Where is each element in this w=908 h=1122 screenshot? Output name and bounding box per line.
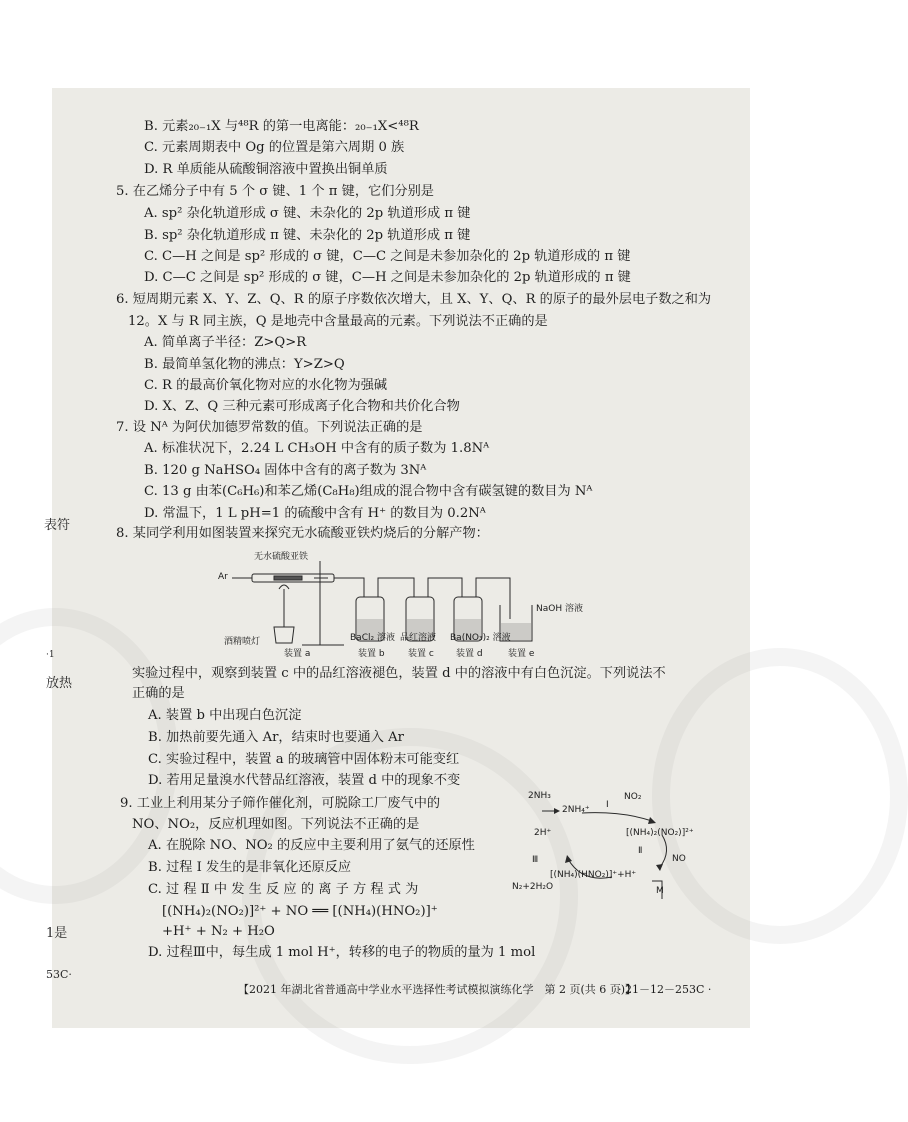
margin-text: 1是: [46, 926, 68, 941]
margin-text: 放热: [46, 676, 73, 691]
mech-h: 2H⁺: [534, 828, 552, 838]
question-9-line1: 9. 工业上利用某分子筛作催化剂，可脱除工厂废气中的: [120, 796, 441, 811]
mechanism-diagram: [512, 791, 712, 911]
mech-complex1: [(NH₄)₂(NO₂)]²⁺: [626, 828, 694, 838]
question-8-text-1: 实验过程中，观察到装置 c 中的品红溶液褪色，装置 d 中的溶液中有白色沉淀。下列说法不: [132, 666, 666, 681]
option-9d: D. 过程Ⅲ中，每生成 1 mol H⁺，转移的电子的物质的量为 1 mol: [148, 945, 536, 960]
option-7b: B. 120 g NaHSO₄ 固体中含有的离子数为 3Nᴬ: [144, 463, 427, 478]
option-6b: B. 最简单氢化物的沸点：Y>Z>Q: [144, 357, 345, 372]
mech-step3: Ⅲ: [532, 855, 539, 865]
option-5b: B. sp² 杂化轨道形成 π 键、未杂化的 2p 轨道形成 π 键: [144, 228, 471, 243]
mech-complex2: [(NH₄)(HNO₂)]⁺+H⁺: [550, 870, 637, 880]
margin-text: ·1: [46, 650, 55, 660]
apparatus-label-a: 装置 a: [284, 649, 311, 659]
option-7d: D. 常温下，1 L pH=1 的硫酸中含有 H⁺ 的数目为 0.2Nᴬ: [144, 506, 486, 521]
option-8d: D. 若用足量溴水代替品红溶液，装置 d 中的现象不变: [148, 773, 461, 788]
option-8c: C. 实验过程中，装置 a 的玻璃管中固体粉末可能变红: [148, 752, 460, 767]
question-9-line2: NO、NO₂，反应机理如图。下列说法不正确的是: [132, 817, 420, 832]
option-9c-line3: +H⁺ + N₂ + H₂O: [162, 924, 275, 939]
question-6-line2: 12。X 与 R 同主族，Q 是地壳中含量最高的元素。下列说法不正确的是: [128, 314, 548, 329]
mech-nh3: 2NH₃: [528, 791, 551, 801]
question-8: 8. 某同学利用如图装置来探究无水硫酸亚铁灼烧后的分解产物：: [116, 526, 489, 541]
option-9c-line1: C. 过 程 Ⅱ 中 发 生 反 应 的 离 子 方 程 式 为: [148, 882, 419, 897]
mech-products: N₂+2H₂O: [512, 882, 554, 892]
apparatus-label-bacl2: BaCl₂ 溶液: [350, 633, 395, 643]
option-5a: A. sp² 杂化轨道形成 σ 键、未杂化的 2p 轨道形成 π 键: [144, 206, 471, 221]
apparatus-label-naoh: NaOH 溶液: [536, 604, 583, 614]
mech-no: NO: [672, 854, 686, 864]
option-7c: C. 13 g 由苯(C₆H₆)和苯乙烯(C₈H₈)组成的混合物中含有碳氢键的数目为 Nᴬ: [144, 484, 593, 499]
question-6-line1: 6. 短周期元素 X、Y、Z、Q、R 的原子序数依次增大，且 X、Y、Q、R 的原子的最外层电子数之和为: [116, 292, 712, 307]
mech-step1: Ⅰ: [606, 800, 609, 810]
question-8-text-2: 正确的是: [132, 686, 185, 701]
apparatus-label-e: 装置 e: [508, 649, 535, 659]
option-7a: A. 标准状况下，2.24 L CH₃OH 中含有的质子数为 1.8Nᴬ: [144, 441, 490, 456]
option-9b: B. 过程 Ⅰ 发生的是非氧化还原反应: [148, 860, 352, 875]
page-code: · 21－12－253C ·: [618, 983, 712, 996]
apparatus-label-c: 装置 c: [408, 649, 434, 659]
page-footer: 【2021 年湖北省普通高中学业水平选择性考试模拟演练化学 第 2 页(共 6 页)】: [238, 983, 637, 996]
option-8a: A. 装置 b 中出现白色沉淀: [148, 708, 302, 723]
apparatus-label-lamp: 酒精喷灯: [224, 637, 261, 647]
option-6c: C. R 的最高价氧化物对应的水化物为强碱: [144, 378, 388, 393]
option-6d: D. X、Z、Q 三种元素可形成离子化合物和共价化合物: [144, 399, 460, 414]
option-6a: A. 简单离子半径：Z>Q>R: [144, 335, 307, 350]
mech-nh4: 2NH₄⁺: [562, 805, 590, 815]
mech-m: M: [656, 886, 664, 896]
apparatus-label-sample: 无水硫酸亚铁: [254, 552, 309, 562]
question-7: 7. 设 Nᴬ 为阿伏加德罗常数的值。下列说法正确的是: [116, 420, 423, 435]
option-4d: D. R 单质能从硫酸铜溶液中置换出铜单质: [144, 162, 388, 177]
question-5: 5. 在乙烯分子中有 5 个 σ 键、1 个 π 键，它们分别是: [116, 184, 434, 199]
apparatus-label-b: 装置 b: [358, 649, 385, 659]
apparatus-label-ar: Ar: [218, 572, 228, 582]
option-4c: C. 元素周期表中 Og 的位置是第六周期 0 族: [144, 140, 405, 155]
apparatus-label-d: 装置 d: [456, 649, 483, 659]
apparatus-label-pinkred: 品红溶液: [400, 633, 437, 643]
option-9c-line2: [(NH₄)₂(NO₂)]²⁺ + NO ══ [(NH₄)(HNO₂)]⁺: [162, 904, 438, 919]
exam-page: [44, 88, 750, 1028]
option-8b: B. 加热前要先通入 Ar，结束时也要通入 Ar: [148, 730, 404, 745]
option-9a: A. 在脱除 NO、NO₂ 的反应中主要利用了氨气的还原性: [148, 838, 475, 853]
option-5c: C. C—H 之间是 sp² 形成的 σ 键，C—C 之间是未参加杂化的 2p 轨道形成的 π 键: [144, 249, 631, 264]
option-5d: D. C—C 之间是 sp² 形成的 σ 键，C—H 之间是未参加杂化的 2p 轨道形成的 π 键: [144, 270, 631, 285]
option-4b: B. 元素₂₀₋₁X 与⁴⁸R 的第一电离能：₂₀₋₁X<⁴⁸R: [144, 119, 419, 134]
mech-no2: NO₂: [624, 792, 642, 802]
mech-step2: Ⅱ: [638, 846, 643, 856]
margin-text: 表符: [44, 518, 71, 533]
margin-text: 53C·: [46, 968, 72, 981]
apparatus-label-bano3: Ba(NO₃)₂ 溶液: [450, 633, 511, 643]
